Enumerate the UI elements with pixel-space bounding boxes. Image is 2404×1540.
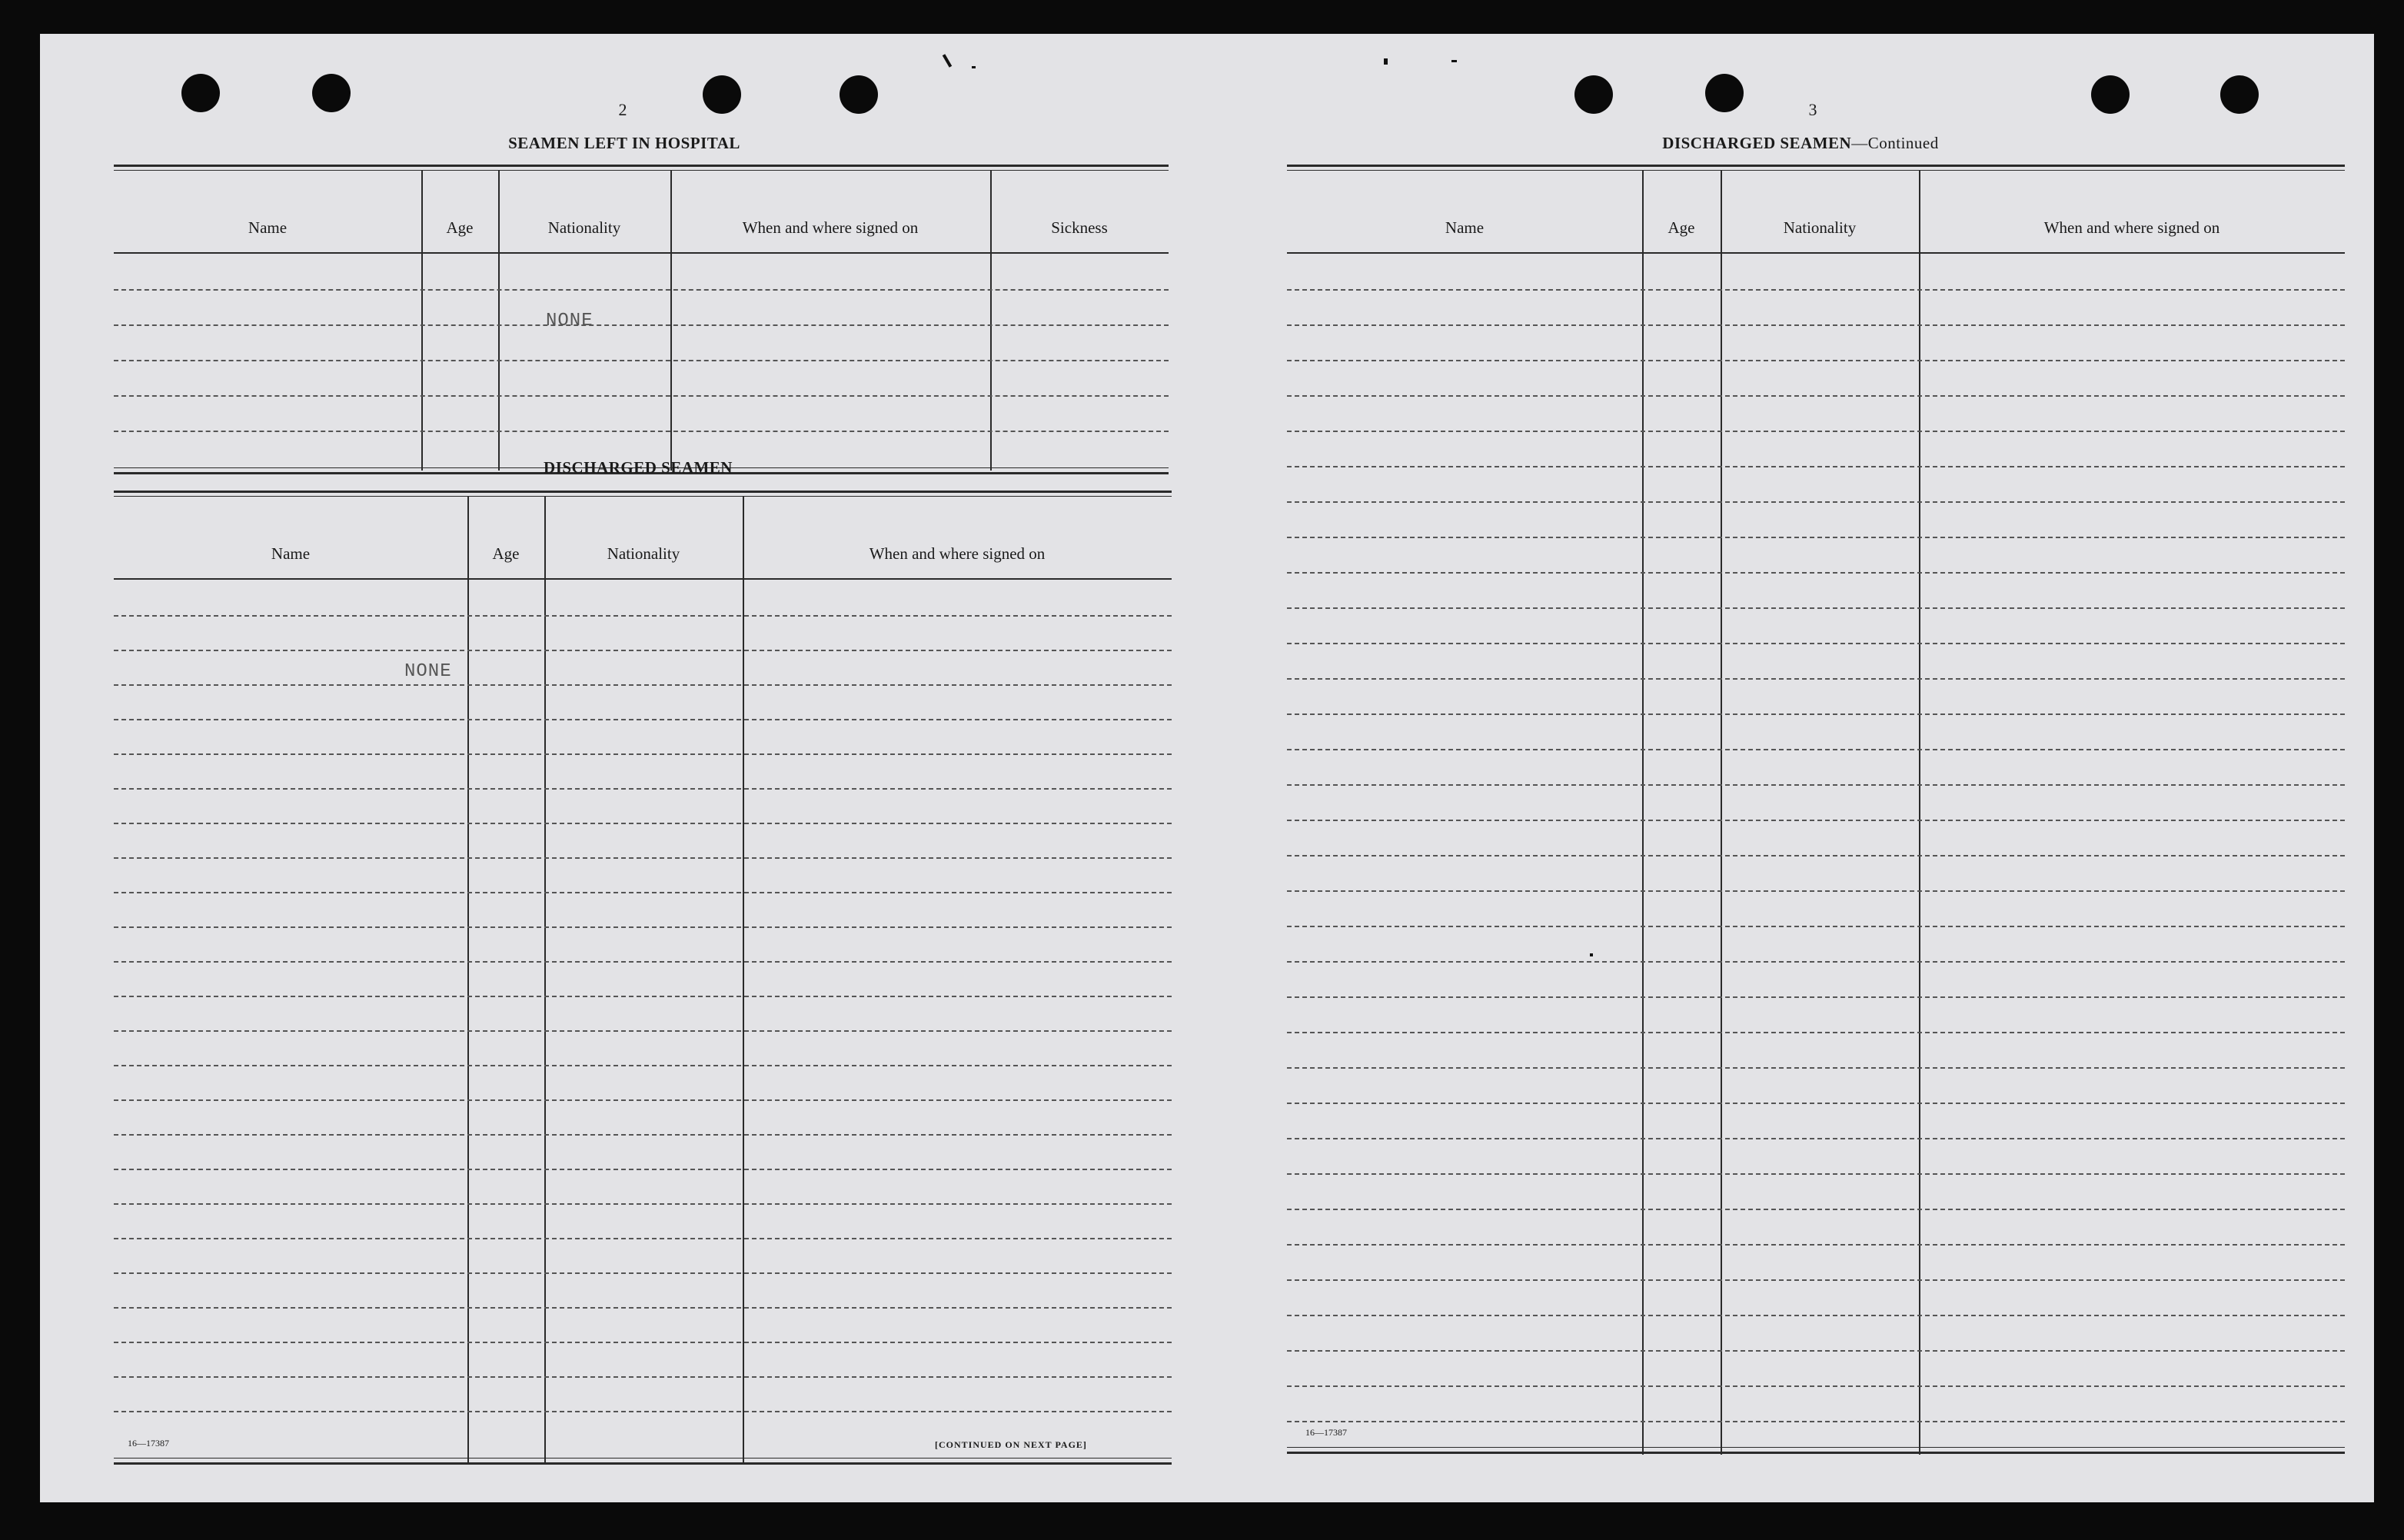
binder-hole	[181, 74, 220, 112]
hospital-table	[114, 165, 1169, 477]
column-header-nationality: Nationality	[1783, 218, 1857, 237]
binder-hole	[840, 75, 878, 114]
continued-note: [CONTINUED ON NEXT PAGE]	[935, 1439, 1087, 1450]
document-sheet	[40, 34, 2374, 1502]
ink-mark	[1384, 58, 1388, 65]
binder-hole	[2091, 75, 2130, 114]
ink-mark	[943, 54, 952, 68]
title-main: DISCHARGED SEAMEN	[1662, 134, 1852, 152]
column-header-signed-on: When and where signed on	[2043, 218, 2220, 237]
discharged-continued-title	[1662, 134, 1938, 153]
hospital-section-title: SEAMEN LEFT IN HOSPITAL	[508, 134, 740, 152]
discharged-entry-stamp: NONE	[404, 661, 452, 682]
column-header-name: Name	[1445, 218, 1485, 237]
column-header-nationality: Nationality	[607, 544, 680, 563]
binder-hole	[312, 74, 351, 112]
form-number-right: 16—17387	[1305, 1427, 1347, 1438]
column-header-nationality: Nationality	[547, 218, 621, 237]
ink-mark	[972, 66, 976, 68]
binder-hole	[1574, 75, 1613, 114]
binder-hole	[2220, 75, 2259, 114]
discharged-table	[114, 491, 1172, 1467]
column-header-name: Name	[271, 544, 311, 563]
form-number-left: 16—17387	[128, 1438, 169, 1449]
discharged-section-title: DISCHARGED SEAMEN	[544, 458, 733, 477]
column-header-age: Age	[492, 544, 520, 563]
page-number-left: 2	[618, 100, 627, 119]
title-suffix: —Continued	[1851, 134, 1939, 152]
page-number-right: 3	[1808, 100, 1817, 119]
binder-hole	[703, 75, 741, 114]
ink-mark	[1451, 60, 1457, 62]
binder-hole	[1705, 74, 1744, 112]
column-header-signed-on: When and where signed on	[869, 544, 1046, 563]
column-header-age: Age	[1668, 218, 1695, 237]
discharged-continued-table	[1287, 165, 2345, 1456]
hospital-entry-stamp: NONE	[546, 311, 594, 331]
column-header-age: Age	[446, 218, 474, 237]
column-header-sickness: Sickness	[1051, 218, 1108, 237]
column-header-name: Name	[248, 218, 288, 237]
column-header-signed-on: When and where signed on	[742, 218, 919, 237]
